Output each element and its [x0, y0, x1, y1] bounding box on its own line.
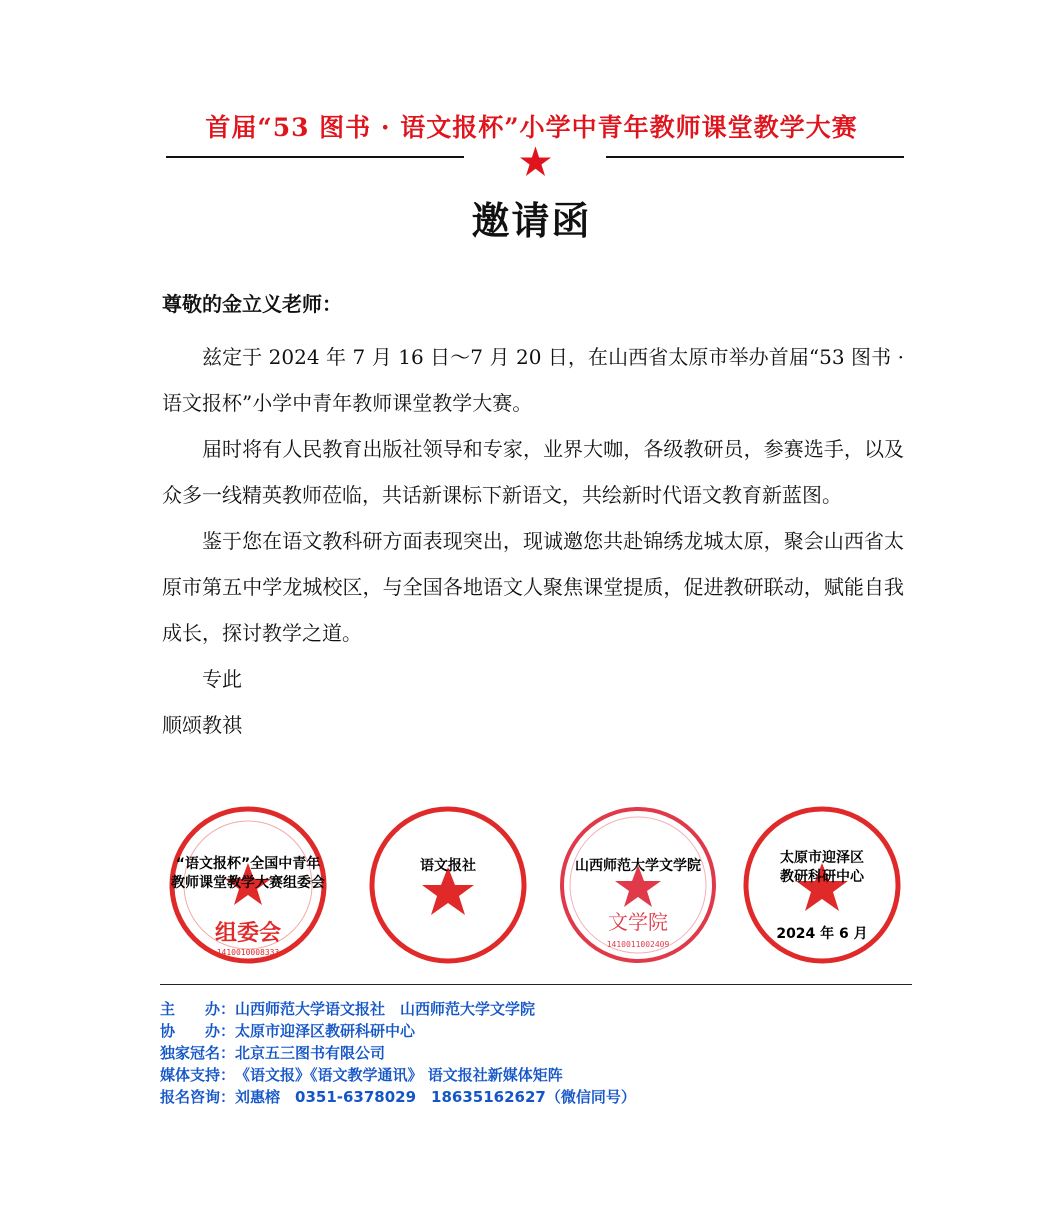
- seal-caption: 太原市迎泽区: [780, 850, 864, 866]
- header-title: 首届“53 图书 · 语文报杯”小学中青年教师课堂教学大赛: [205, 113, 858, 142]
- header-rule-left: [166, 156, 464, 158]
- paragraph: 鉴于您在语文教科研方面表现突出，现诚邀您共赴锦绣龙城太原，聚会山西省太原市第五中学龙城校区，与全国各地语文人聚焦课堂提质，促进教研联动，赋能自我成长，探讨教学之道。: [162, 529, 904, 645]
- salutation: 尊敬的金立义老师：: [162, 292, 342, 316]
- seal-caption: 教研科研中心: [780, 869, 864, 885]
- closing: 顺颂教祺: [162, 713, 242, 737]
- page-title: 邀请函: [471, 199, 592, 243]
- seal-stamp-icon: [368, 805, 528, 965]
- seal-caption: 语文报社: [420, 858, 476, 874]
- seal-date: 2024 年 6 月: [776, 926, 868, 942]
- seal-row: [160, 805, 902, 965]
- svg-text:1410010008333: 1410010008333: [216, 948, 280, 957]
- footer-info: [160, 998, 636, 1108]
- seal-shanxi-normal-university: [558, 805, 718, 965]
- seal-organizing-committee: [168, 805, 328, 965]
- seal-yuwenbao: [368, 805, 528, 965]
- footer-divider: [160, 984, 912, 985]
- seal-caption: 教师课堂教学大赛组委会: [171, 875, 325, 891]
- seal-caption: 山西师范大学文学院: [575, 858, 701, 874]
- footer-row-media: 媒体支持：《语文报》《语文教学通讯》 语文报社新媒体矩阵: [160, 1066, 563, 1084]
- paragraph: 专此: [202, 667, 242, 691]
- seal-yingze-research-center: [742, 805, 902, 965]
- footer-row-co-host: 协 办：太原市迎泽区教研科研中心: [160, 1022, 416, 1040]
- paragraph: 兹定于 2024 年 7 月 16 日～7 月 20 日，在山西省太原市举办首届“53 图书 · 语文报杯”小学中青年教师课堂教学大赛。: [162, 345, 904, 415]
- footer-row-host: 主 办：山西师范大学语文报社 山西师范大学文学院: [160, 1000, 536, 1018]
- svg-text:1410011002409: 1410011002409: [606, 940, 670, 949]
- letter-body: [162, 334, 904, 748]
- header-rule-right: [606, 156, 904, 158]
- footer-row-contact: 报名咨询：刘惠榕 0351-6378029 18635162627（微信同号）: [160, 1088, 636, 1106]
- svg-text:文学院: 文学院: [608, 910, 668, 934]
- paragraph: 届时将有人民教育出版社领导和专家，业界大咖，各级教研员，参赛选手，以及众多一线精英教师莅临，共话新课标下新语文，共绘新时代语文教育新蓝图。: [162, 437, 904, 507]
- svg-text:组委会: 组委会: [214, 921, 282, 946]
- seal-stamp-icon: [558, 805, 718, 965]
- star-icon: [519, 145, 552, 178]
- footer-row-sponsor: 独家冠名：北京五三图书有限公司: [160, 1044, 386, 1062]
- seal-caption: “语文报杯”全国中青年: [175, 856, 321, 872]
